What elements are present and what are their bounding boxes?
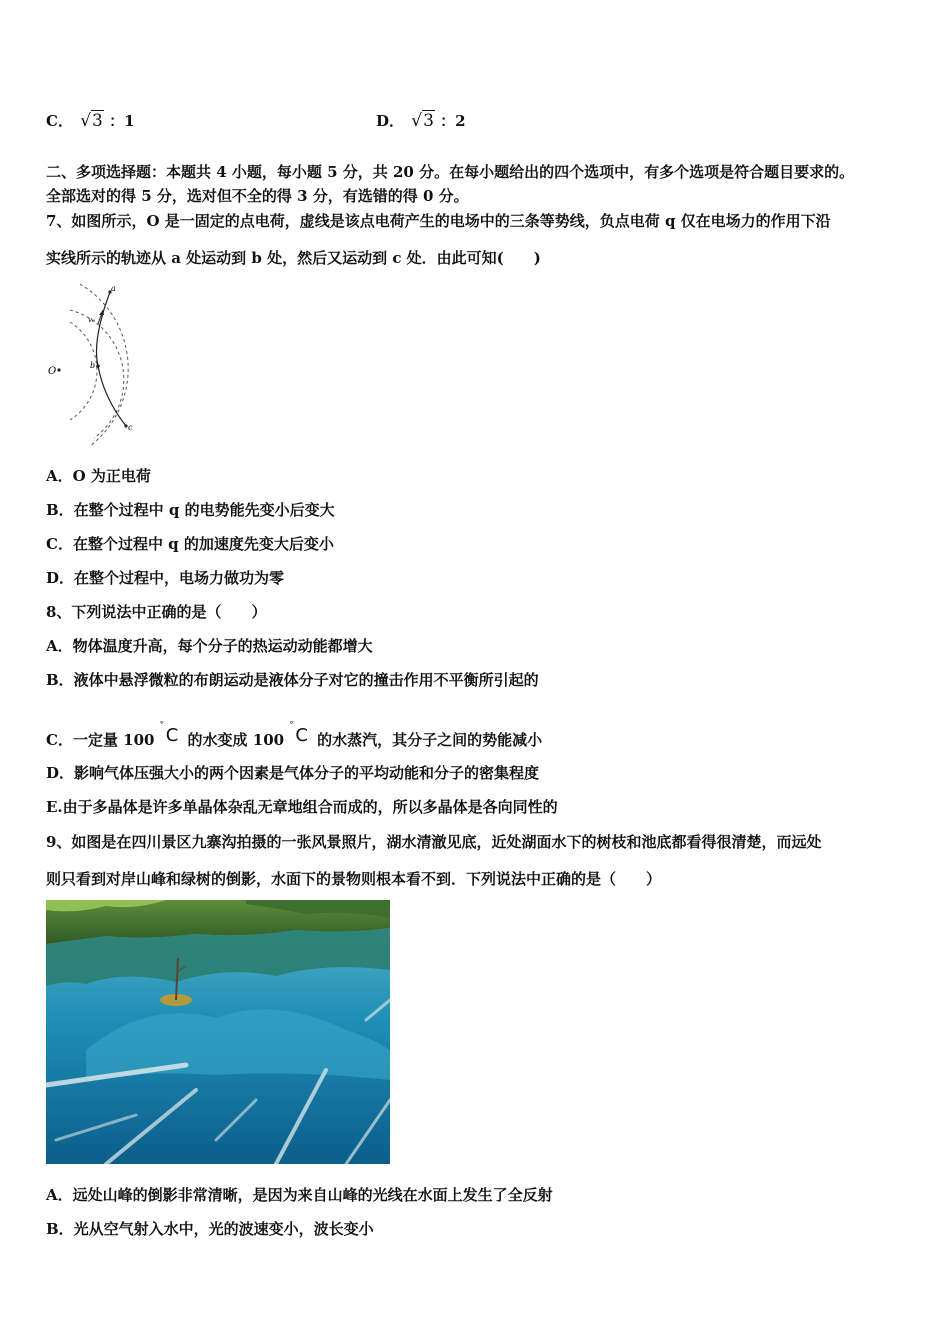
q6-option-d-letter: D．: [376, 112, 405, 130]
q7-stem-line2: 实线所示的轨迹从 a 处运动到 b 处，然后又运动到 c 处．由此可知( ): [46, 249, 541, 267]
q9-stem-line1: 9、如图是在四川景区九寨沟拍摄的一张风景照片，湖水清澈见底，近处湖面水下的树枝和池底都看得很清楚，而远处: [46, 833, 822, 851]
sqrt-symbol: √3: [411, 111, 434, 131]
degree-symbol: °: [289, 720, 294, 729]
q8-option-c-part3: 的水蒸汽，其分子之间的势能减小: [317, 731, 543, 749]
jiuzhaigou-lake-photo: [46, 900, 390, 1164]
label-o: O: [48, 366, 57, 377]
celsius-c: C: [295, 725, 308, 746]
q6-option-d-rest: ：2: [440, 112, 466, 130]
q6-option-d: [376, 110, 466, 131]
q7-field-diagram: [44, 280, 164, 450]
q8-option-c-part2: 的水变成 100: [187, 731, 285, 749]
q9-option-b: B．光从空气射入水中，光的波速变小，波长变小: [46, 1220, 374, 1238]
sqrt-symbol: √3: [80, 111, 103, 131]
q7-option-a: A．O 为正电荷: [46, 467, 151, 485]
label-c: c: [128, 423, 133, 432]
q9-stem-line2: 则只看到对岸山峰和绿树的倒影，水面下的景物则根本看不到．下列说法中正确的是（ ）: [46, 870, 662, 888]
q8-option-d: D．影响气体压强大小的两个因素是气体分子的平均动能和分子的密集程度: [46, 764, 540, 782]
q7-option-c: C．在整个过程中 q 的加速度先变大后变小: [46, 535, 334, 553]
celsius-c: C: [165, 725, 179, 746]
label-a: a: [111, 284, 116, 293]
q7-stem-line1: 7、如图所示，O 是一固定的点电荷，虚线是该点电荷产生的电场中的三条等势线，负点电荷 q 仅在电场力的作用下沿: [46, 212, 831, 230]
label-v0: v₀: [88, 316, 95, 324]
q6-option-c: [46, 110, 135, 131]
equipotential-inner: [70, 322, 97, 420]
point-o: [57, 368, 60, 371]
q7-option-b: B．在整个过程中 q 的电势能先变小后变大: [46, 501, 335, 519]
q8-stem: 8、下列说法中正确的是（ ）: [46, 603, 267, 621]
point-b: [96, 364, 100, 368]
sqrt-radicand: 3: [423, 111, 434, 131]
section2-line1: 二、多项选择题：本题共 4 小题，每小题 5 分，共 20 分。在每小题给出的四个选项中，有多个选项是符合题目要求的。: [46, 163, 855, 181]
q9-option-a: A．远处山峰的倒影非常清晰，是因为来自山峰的光线在水面上发生了全反射: [46, 1186, 553, 1204]
q8-option-c-part1: C．一定量 100: [46, 731, 155, 749]
q8-option-e: E.由于多晶体是许多单晶体杂乱无章地组合而成的，所以多晶体是各向同性的: [46, 798, 558, 816]
trajectory-line: [97, 292, 127, 426]
q8-option-b: B．液体中悬浮微粒的布朗运动是液体分子对它的撞击作用不平衡所引起的: [46, 671, 539, 689]
q6-option-c-letter: C．: [46, 112, 73, 130]
q8-option-c: [46, 710, 542, 755]
label-b: b: [90, 361, 96, 370]
q7-option-d: D．在整个过程中，电场力做功为零: [46, 569, 285, 587]
q6-option-c-rest: ：1: [109, 112, 135, 130]
section2-line2: 全部选对的得 5 分，选对但不全的得 3 分，有选错的得 0 分。: [46, 187, 469, 205]
sqrt-radicand: 3: [92, 111, 103, 131]
q8-option-a: A．物体温度升高，每个分子的热运动动能都增大: [46, 637, 373, 655]
degree-symbol: °: [159, 720, 164, 729]
